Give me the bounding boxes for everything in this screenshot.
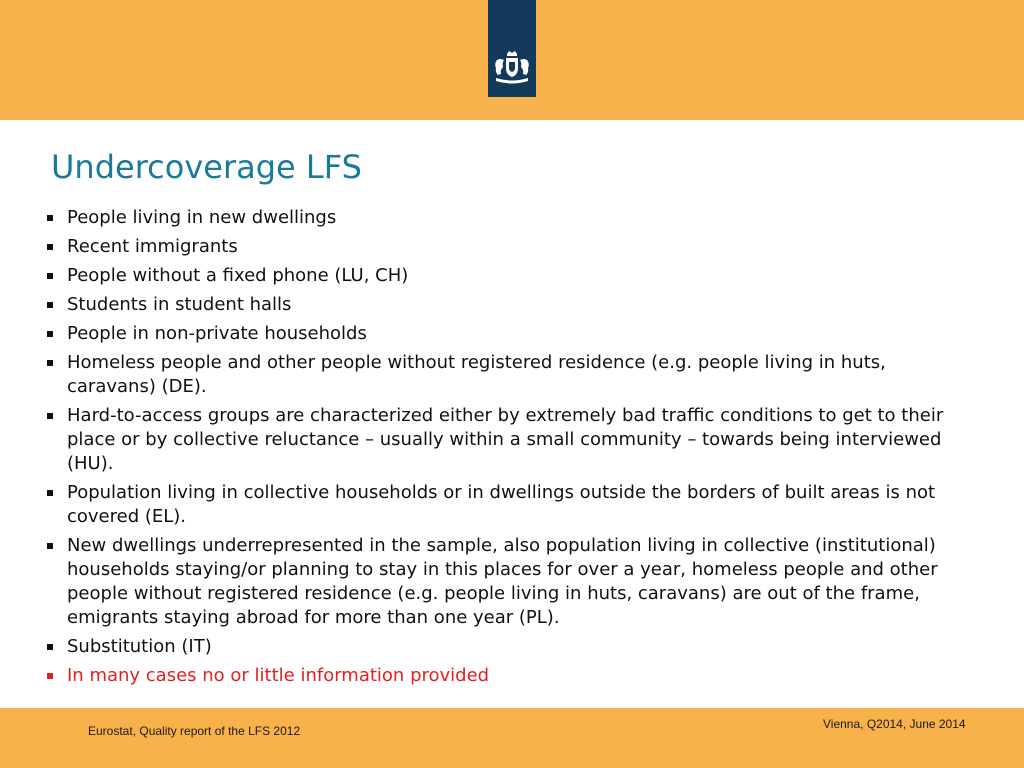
square-bullet-icon	[47, 673, 53, 679]
bullet-item	[44, 322, 964, 346]
bullet-item	[44, 534, 964, 630]
footer-source: Eurostat, Quality report of the LFS 2012	[88, 724, 301, 738]
square-bullet-icon	[47, 302, 53, 308]
square-bullet-icon	[47, 543, 53, 549]
bullet-text: Homeless people and other people without registered residence (e.g. people living in huts, caravans) (DE).	[67, 352, 886, 397]
square-bullet-icon	[47, 215, 53, 221]
square-bullet-icon	[47, 490, 53, 496]
bullet-text: Students in student halls	[67, 294, 292, 315]
bullet-text: People in non-private households	[67, 323, 367, 344]
bullet-item	[44, 635, 964, 659]
slide-title: Undercoverage LFS	[51, 148, 362, 186]
bullet-item	[44, 206, 964, 230]
bullet-text: People living in new dwellings	[67, 207, 337, 228]
bullet-item	[44, 664, 964, 688]
square-bullet-icon	[47, 413, 53, 419]
bullet-list	[44, 206, 964, 693]
government-logo	[488, 0, 536, 97]
bullet-text: Hard-to-access groups are characterized either by extremely bad traffic conditions to get to their place or by collective reluctance – usually within a small community – towards being interviewed (HU).	[67, 405, 944, 474]
bullet-text: Substitution (IT)	[67, 636, 212, 657]
bullet-item	[44, 264, 964, 288]
header-band	[0, 0, 1024, 120]
coat-of-arms-icon	[491, 50, 533, 86]
bullet-text: New dwellings underrepresented in the sample, also population living in collective (institutional) households staying/or planning to stay in this places for over a year, homeless people and other people without registered residence (e.g. people living in huts, caravans) are out of the frame, emigrants staying abroad for more than one year (PL).	[67, 535, 938, 628]
square-bullet-icon	[47, 273, 53, 279]
square-bullet-icon	[47, 360, 53, 366]
bullet-text: In many cases no or little information provided	[67, 665, 490, 686]
square-bullet-icon	[47, 644, 53, 650]
bullet-text: People without a fixed phone (LU, CH)	[67, 265, 409, 286]
square-bullet-icon	[47, 244, 53, 250]
bullet-text: Population living in collective households or in dwellings outside the borders of built areas is not covered (EL).	[67, 482, 936, 527]
bullet-text: Recent immigrants	[67, 236, 238, 257]
bullet-item	[44, 235, 964, 259]
footer-date: Vienna, Q2014, June 2014	[823, 717, 966, 731]
bullet-item	[44, 351, 964, 399]
bullet-item	[44, 293, 964, 317]
bullet-item	[44, 404, 964, 476]
square-bullet-icon	[47, 331, 53, 337]
bullet-item	[44, 481, 964, 529]
